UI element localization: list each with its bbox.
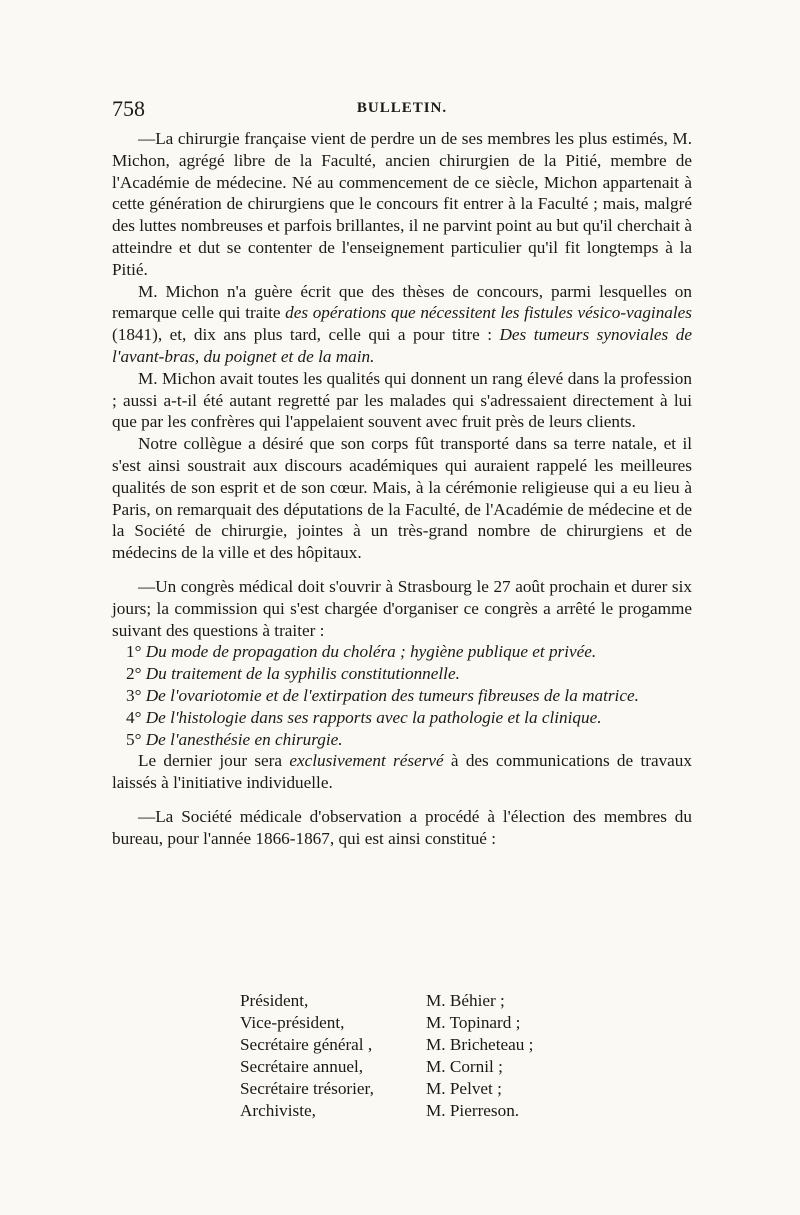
- bureau-row: [240, 990, 640, 1012]
- bureau-row: [240, 1034, 640, 1056]
- michon-paragraph-3: M. Michon avait toutes les qualités qui donnent un rang élevé dans la profession ; aussi a-t-il été autant regretté par les malades qui s'adressaient directement à lui que par les confrères qui l'appelaient souvent avec fruit près de leurs clients.: [112, 368, 692, 432]
- item-number: 5°: [126, 729, 142, 749]
- page-number: 758: [112, 96, 145, 121]
- item-number: 1°: [126, 642, 142, 662]
- congres-item: [112, 663, 692, 685]
- section-gap: [112, 794, 692, 806]
- congres-last-start: Le dernier jour sera: [138, 751, 290, 771]
- bureau-member: M. Bricheteau ;: [426, 1035, 534, 1054]
- michon-paragraph-2: [112, 281, 692, 368]
- bureau-role: Secrétaire annuel,: [240, 1057, 364, 1076]
- item-text: Du mode de propagation du choléra ; hygiène publique et privée.: [145, 642, 597, 662]
- bureau-row: [240, 1078, 640, 1100]
- congres-last-day: [112, 750, 692, 794]
- congres-item: [112, 729, 692, 751]
- michon-paragraph-1: —La chirurgie française vient de perdre un de ses membres les plus estimés, M. Michon, agrégé libre de la Faculté, ancien chirurgien de la Pitié, membre de l'Académie de médecine. Né au commencement de ce siècle, Michon appartenait à cette génération de chirurgiens que le concours fit entrer à la Faculté ; mais, malgré des luttes nombreuses et parfois brillantes, il ne parvint point au but qu'il cherchait à atteindre et dut se contenter de l'enseignement particulier qu'il fit longtemps à la Pitié.: [112, 129, 692, 279]
- item-text: De l'anesthésie en chirurgie.: [145, 729, 343, 749]
- bureau-role: Secrétaire trésorier,: [240, 1079, 374, 1098]
- bureau-member: M. Cornil ;: [426, 1057, 503, 1076]
- bureau-member: M. Pierreson.: [426, 1101, 520, 1120]
- article-body: [112, 128, 692, 850]
- page-header: [112, 96, 692, 122]
- bureau-member: M. Topinard ;: [426, 1013, 521, 1032]
- michon-p2-start: M. Michon n'a guère écrit que des thèses de concours, parmi lesquelles on remarque celle qui traite: [112, 281, 692, 323]
- michon-p2-thesis-1: des opérations que nécessitent les fistules vésico-vaginales: [285, 303, 692, 323]
- bureau-row: [240, 1100, 640, 1122]
- congres-item: [112, 685, 692, 707]
- congres-last-end: à des communications de travaux laissés à l'initiative individuelle.: [112, 751, 692, 793]
- item-number: 2°: [126, 664, 142, 684]
- bureau-member: M. Béhier ;: [426, 991, 505, 1010]
- section-gap: [112, 564, 692, 576]
- bureau-role: Secrétaire général ,: [240, 1035, 373, 1054]
- congres-item: [112, 641, 692, 663]
- bureau-member: M. Pelvet ;: [426, 1079, 502, 1098]
- bureau-role: Archiviste,: [240, 1101, 316, 1120]
- congres-intro: —Un congrès médical doit s'ouvrir à Strasbourg le 27 août prochain et durer six jours; la commission qui s'est chargée d'organiser ce congrès a arrêté le progamme suivant des questions à traiter :: [112, 576, 692, 640]
- bureau-row: [240, 1012, 640, 1034]
- michon-p2-mid: (1841), et, dix ans plus tard, celle qui a pour titre :: [112, 325, 500, 345]
- item-number: 4°: [126, 707, 142, 727]
- societe-intro: —La Société médicale d'observation a procédé à l'élection des membres du bureau, pour l'année 1866-1867, qui est ainsi constitué :: [112, 806, 692, 848]
- bureau-list: [240, 990, 640, 1122]
- michon-p2-thesis-2: Des tumeurs synoviales de l'avant-bras, du poignet et de la main.: [112, 325, 692, 366]
- congres-item: [112, 707, 692, 729]
- bureau-row: [240, 1056, 640, 1078]
- michon-paragraph-4: Notre collègue a désiré que son corps fût transporté dans sa terre natale, et il s'est ainsi soustrait aux discours académiques qui auraient rappelé les meilleures qualités de son esprit et de son cœur. Mais, à la cérémonie religieuse qui a eu lieu à Paris, on remarquait des députations de la Faculté, de l'Académie de médecine et de la Société de chirurgie, jointes à un très-grand nombre de chirurgiens et de médecins de la ville et des hôpitaux.: [112, 434, 692, 563]
- item-text: De l'ovariotomie et de l'extirpation des tumeurs fibreuses de la matrice.: [145, 685, 639, 705]
- item-text: Du traitement de la syphilis constitutionnelle.: [145, 664, 460, 684]
- bureau-role: Vice-président,: [240, 1013, 345, 1032]
- item-text: De l'histologie dans ses rapports avec la pathologie et la clinique.: [145, 707, 602, 727]
- item-number: 3°: [126, 685, 142, 705]
- congres-last-emphasis: exclusivement réservé: [289, 751, 444, 771]
- bureau-role: Président,: [240, 991, 309, 1010]
- running-head: BULLETIN.: [356, 100, 448, 116]
